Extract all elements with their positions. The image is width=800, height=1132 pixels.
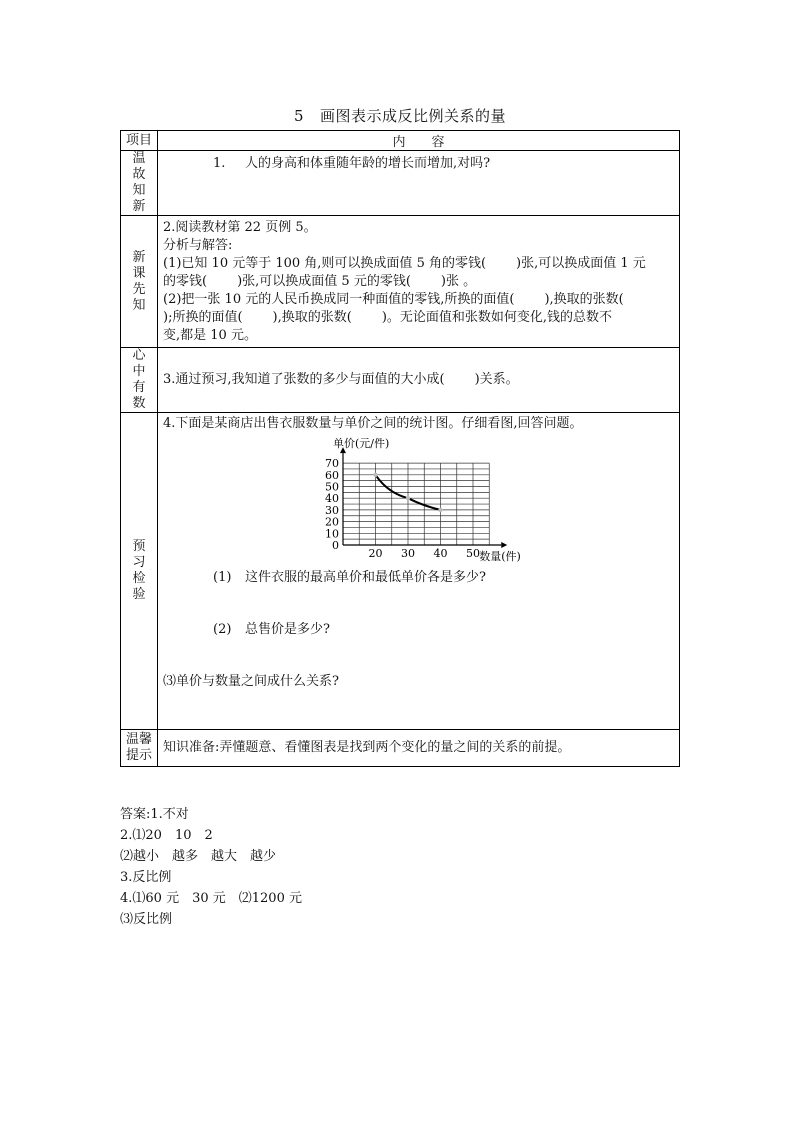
y-tick-label: 10 (325, 527, 339, 541)
answer-line: 3.反比例 (120, 870, 172, 885)
q4-1-number: (1) (213, 570, 232, 585)
answer-section (120, 804, 302, 930)
worksheet-table (120, 130, 680, 767)
answer-line: ⑵越小 越多 越大 越少 (120, 849, 277, 864)
row-tip (121, 730, 680, 767)
y-tick-label: 70 (325, 457, 339, 471)
header-item: 项目 (121, 131, 158, 151)
table-header-row (121, 131, 680, 151)
label-preview: 预习检验 (132, 539, 146, 602)
q2-part2-cont: );所换的面值( ),换取的张数( )。无论面值和张数如何变化,钱的总数不 (163, 310, 613, 325)
q4-1-text: 这件衣服的最高单价和最低单价各是多少? (245, 570, 486, 585)
data-point (406, 496, 410, 500)
q2-part2: (2)把一张 10 元的人民币换成同一种面值的零钱,所换的面值( ),换取的张数( (163, 292, 624, 307)
q2-part1-cont: 的零钱( )张,可以换成面值 5 元的零钱( )张 。 (163, 274, 477, 289)
lesson-number: 5 (293, 107, 305, 125)
header-content: 内 容 (158, 131, 680, 151)
q4-intro: 4.下面是某商店出售衣服数量与单价之间的统计图。仔细看图,回答问题。 (163, 416, 583, 431)
answer-line: 4.⑴60 元 30 元 ⑵1200 元 (120, 891, 302, 906)
answer-line: 2.⑴20 10 2 (120, 828, 213, 843)
row-review (121, 151, 680, 216)
row-preview (121, 413, 680, 730)
q4-2-number: (2) (213, 622, 232, 637)
x-tick-label: 30 (401, 547, 415, 560)
x-axis-label: 数量(件) (479, 550, 521, 563)
y-axis-label: 单价(元/件) (333, 437, 390, 450)
x-tick-label: 40 (433, 547, 448, 560)
price-quantity-chart (308, 435, 548, 575)
q1-text: 人的身高和体重随年龄的增长而增加,对吗? (245, 156, 491, 171)
y-tick-label: 0 (332, 539, 339, 552)
q2-part1: (1)已知 10 元等于 100 角,则可以换成面值 5 角的零钱( )张,可以换成面值 1 元 (163, 256, 646, 271)
data-point (438, 508, 442, 512)
data-point (373, 473, 377, 477)
answer-line: ⑶反比例 (120, 912, 173, 927)
x-tick-label: 20 (368, 547, 383, 560)
q1-number: 1. (213, 156, 226, 171)
row-mind: 心中有数 3.通过预习,我知道了张数的多少与面值的大小成( )关系。 (121, 348, 680, 413)
y-tick-label: 20 (325, 515, 339, 529)
row-new (121, 216, 680, 348)
q2-title: 2.阅读教材第 22 页例 5。 (163, 220, 317, 235)
q4-3-text: ⑶单价与数量之间成什么关系? (163, 674, 339, 689)
q2-part2-end: 变,都是 10 元。 (163, 328, 257, 343)
y-tick-label: 40 (325, 492, 339, 506)
chart-area (158, 435, 679, 575)
tip-text: 知识准备:弄懂题意、看懂图表是找到两个变化的量之间的关系的前提。 (163, 740, 571, 755)
label-review: 温故知新 (132, 151, 146, 214)
y-tick-label: 60 (325, 468, 339, 482)
page-title (0, 105, 800, 126)
q2-subtitle: 分析与解答: (163, 238, 233, 253)
label-mind: 心中有数 (132, 348, 146, 411)
label-new: 新课先知 (132, 249, 146, 313)
y-tick-label: 30 (325, 503, 339, 517)
lesson-title: 画图表示成反比例关系的量 (320, 107, 507, 125)
label-tip: 温馨提示 (125, 732, 152, 763)
x-axis-arrow (501, 542, 507, 548)
answer-line: 答案:1.不对 (120, 807, 189, 822)
y-tick-label: 50 (325, 480, 339, 494)
x-tick-label: 50 (466, 547, 480, 560)
q3-text: 3.通过预习,我知道了张数的多少与面值的大小成( (163, 372, 445, 387)
q4-2-text: 总售价是多少? (245, 622, 330, 637)
